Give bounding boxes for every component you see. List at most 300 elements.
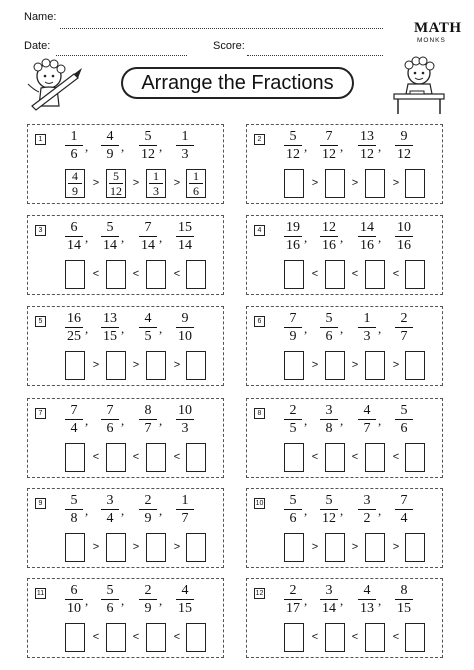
numerator: 8 bbox=[144, 403, 152, 418]
numerator: 5 bbox=[289, 493, 297, 508]
comparison-sign: < bbox=[392, 268, 400, 280]
numerator: 5 bbox=[400, 403, 408, 418]
denominator: 14 bbox=[141, 238, 155, 253]
problem-panel bbox=[246, 398, 443, 478]
comparison-sign: > bbox=[173, 359, 181, 371]
problem-number: 11 bbox=[36, 590, 45, 597]
given-fraction bbox=[393, 403, 415, 436]
answer-fraction bbox=[187, 170, 205, 197]
problem-panel bbox=[246, 488, 443, 568]
denominator: 12 bbox=[322, 147, 336, 162]
denominator: 6 bbox=[193, 184, 199, 198]
given-fraction bbox=[99, 220, 121, 253]
answer-box[interactable] bbox=[106, 260, 126, 289]
answer-box[interactable] bbox=[405, 623, 425, 652]
given-fraction bbox=[356, 403, 378, 436]
given-fraction bbox=[356, 583, 378, 616]
numerator: 2 bbox=[144, 493, 152, 508]
numerator: 15 bbox=[178, 220, 192, 235]
denominator: 12 bbox=[110, 184, 122, 198]
answer-box[interactable] bbox=[365, 169, 385, 198]
problem-panel bbox=[246, 124, 443, 204]
given-fraction bbox=[318, 493, 340, 526]
given-fraction bbox=[318, 583, 340, 616]
given-fraction bbox=[174, 220, 196, 253]
denominator: 7 bbox=[181, 511, 189, 526]
separator-comma: , bbox=[378, 503, 382, 518]
given-fraction bbox=[137, 493, 159, 526]
denominator: 6 bbox=[400, 421, 408, 436]
comparison-sign: < bbox=[311, 268, 319, 280]
comparison-sign: > bbox=[92, 359, 100, 371]
given-fraction bbox=[137, 403, 159, 436]
numerator: 9 bbox=[400, 129, 408, 144]
fraction-bar bbox=[320, 599, 338, 600]
separator-comma: , bbox=[85, 413, 89, 428]
separator-comma: , bbox=[378, 413, 382, 428]
logo-word: MATH bbox=[414, 20, 462, 36]
denominator: 8 bbox=[325, 421, 333, 436]
student-at-desk-icon bbox=[390, 56, 448, 116]
given-fraction bbox=[393, 493, 415, 526]
given-fraction bbox=[174, 129, 196, 162]
problem-number: 7 bbox=[35, 408, 46, 419]
given-fraction bbox=[282, 311, 304, 344]
given-fraction bbox=[137, 129, 159, 162]
numerator: 2 bbox=[289, 583, 297, 598]
problem-number: 1 bbox=[35, 134, 46, 145]
fraction-bar bbox=[176, 419, 194, 420]
fraction-bar bbox=[284, 327, 302, 328]
comparison-sign: < bbox=[351, 268, 359, 280]
comparison-sign: > bbox=[92, 177, 100, 189]
separator-comma: , bbox=[85, 593, 89, 608]
denominator: 14 bbox=[178, 238, 192, 253]
separator-comma: , bbox=[378, 139, 382, 154]
score-line[interactable] bbox=[247, 55, 383, 56]
problem-number: 12 bbox=[255, 590, 264, 597]
denominator: 6 bbox=[106, 601, 114, 616]
separator-comma: , bbox=[121, 139, 125, 154]
separator-comma: , bbox=[121, 593, 125, 608]
given-fraction bbox=[63, 311, 85, 344]
answer-box[interactable] bbox=[146, 533, 166, 562]
given-fraction bbox=[137, 583, 159, 616]
denominator: 6 bbox=[70, 147, 78, 162]
fraction-bar bbox=[358, 236, 376, 237]
given-fraction bbox=[393, 220, 415, 253]
comparison-sign: < bbox=[92, 268, 100, 280]
answer-box[interactable] bbox=[325, 351, 345, 380]
score-label: Score: bbox=[213, 40, 245, 52]
answer-box[interactable] bbox=[146, 351, 166, 380]
separator-comma: , bbox=[159, 321, 163, 336]
denominator: 7 bbox=[363, 421, 371, 436]
numerator: 5 bbox=[106, 220, 114, 235]
comparison-sign: > bbox=[392, 541, 400, 553]
fraction-bar bbox=[101, 327, 119, 328]
problem-number: 10 bbox=[255, 500, 264, 507]
answer-box[interactable] bbox=[146, 260, 166, 289]
fraction-bar bbox=[139, 327, 157, 328]
numerator: 1 bbox=[153, 169, 159, 183]
fraction-bar bbox=[176, 509, 194, 510]
numerator: 12 bbox=[322, 220, 336, 235]
numerator: 7 bbox=[144, 220, 152, 235]
answer-box[interactable] bbox=[325, 260, 345, 289]
answer-box[interactable] bbox=[284, 443, 304, 472]
answer-box[interactable] bbox=[405, 533, 425, 562]
numerator: 4 bbox=[363, 583, 371, 598]
answer-box[interactable] bbox=[325, 443, 345, 472]
denominator: 9 bbox=[144, 601, 152, 616]
numerator: 10 bbox=[178, 403, 192, 418]
comparison-sign: < bbox=[132, 631, 140, 643]
denominator: 14 bbox=[67, 238, 81, 253]
separator-comma: , bbox=[121, 321, 125, 336]
separator-comma: , bbox=[85, 139, 89, 154]
given-fraction bbox=[174, 403, 196, 436]
fraction-bar bbox=[101, 236, 119, 237]
answer-box[interactable] bbox=[365, 351, 385, 380]
numerator: 3 bbox=[325, 403, 333, 418]
answer-box[interactable] bbox=[284, 623, 304, 652]
given-fraction bbox=[137, 220, 159, 253]
separator-comma: , bbox=[304, 503, 308, 518]
fraction-bar bbox=[395, 327, 413, 328]
worksheet-title bbox=[121, 67, 354, 99]
numerator: 7 bbox=[325, 129, 333, 144]
answer-box[interactable] bbox=[405, 260, 425, 289]
numerator: 3 bbox=[106, 493, 114, 508]
fraction-bar bbox=[395, 145, 413, 146]
answer-box[interactable] bbox=[186, 260, 206, 289]
problem-panel bbox=[27, 488, 224, 568]
problem-panel bbox=[27, 306, 224, 386]
answer-fraction bbox=[147, 170, 165, 197]
comparison-sign: < bbox=[311, 451, 319, 463]
separator-comma: , bbox=[121, 230, 125, 245]
cherub-with-pencil-icon bbox=[24, 56, 86, 114]
denominator: 6 bbox=[289, 511, 297, 526]
numerator: 5 bbox=[325, 493, 333, 508]
problem-panel bbox=[27, 398, 224, 478]
answer-box[interactable] bbox=[186, 443, 206, 472]
fraction-bar bbox=[101, 145, 119, 146]
denominator: 9 bbox=[106, 147, 114, 162]
numerator: 7 bbox=[106, 403, 114, 418]
denominator: 16 bbox=[360, 238, 374, 253]
problem-number: 5 bbox=[35, 316, 46, 327]
fraction-bar bbox=[139, 509, 157, 510]
numerator: 2 bbox=[144, 583, 152, 598]
fraction-bar bbox=[284, 145, 302, 146]
fraction-bar bbox=[358, 509, 376, 510]
answer-fraction bbox=[66, 170, 84, 197]
answer-box[interactable] bbox=[325, 169, 345, 198]
separator-comma: , bbox=[159, 593, 163, 608]
fraction-bar bbox=[176, 599, 194, 600]
fraction-bar bbox=[395, 509, 413, 510]
comparison-sign: > bbox=[132, 177, 140, 189]
denominator: 2 bbox=[363, 511, 371, 526]
denominator: 10 bbox=[67, 601, 81, 616]
answer-box[interactable] bbox=[365, 260, 385, 289]
fraction-bar bbox=[101, 599, 119, 600]
denominator: 3 bbox=[153, 184, 159, 198]
numerator: 5 bbox=[113, 169, 119, 183]
answer-box[interactable] bbox=[65, 351, 85, 380]
comparison-sign: > bbox=[173, 177, 181, 189]
numerator: 6 bbox=[70, 583, 78, 598]
answer-box[interactable] bbox=[405, 351, 425, 380]
fraction-bar bbox=[65, 599, 83, 600]
numerator: 7 bbox=[400, 493, 408, 508]
comparison-sign: > bbox=[392, 177, 400, 189]
numerator: 4 bbox=[72, 169, 78, 183]
numerator: 1 bbox=[181, 493, 189, 508]
numerator: 4 bbox=[144, 311, 152, 326]
answer-box[interactable] bbox=[365, 533, 385, 562]
separator-comma: , bbox=[85, 230, 89, 245]
fraction-bar bbox=[139, 145, 157, 146]
numerator: 1 bbox=[193, 169, 199, 183]
fraction-bar bbox=[139, 419, 157, 420]
numerator: 14 bbox=[360, 220, 374, 235]
answer-box[interactable] bbox=[65, 443, 85, 472]
comparison-sign: > bbox=[392, 359, 400, 371]
separator-comma: , bbox=[340, 139, 344, 154]
given-fraction bbox=[393, 311, 415, 344]
numerator: 5 bbox=[325, 311, 333, 326]
answer-box[interactable] bbox=[284, 533, 304, 562]
fraction-bar bbox=[65, 236, 83, 237]
answer-box[interactable] bbox=[284, 351, 304, 380]
problem-number: 8 bbox=[254, 408, 265, 419]
comparison-sign: > bbox=[311, 541, 319, 553]
numerator: 4 bbox=[106, 129, 114, 144]
fraction-bar bbox=[65, 419, 83, 420]
denominator: 7 bbox=[400, 329, 408, 344]
fraction-bar bbox=[358, 419, 376, 420]
answer-box[interactable] bbox=[325, 623, 345, 652]
given-fraction bbox=[318, 311, 340, 344]
math-monks-logo bbox=[414, 20, 464, 50]
given-fraction bbox=[318, 403, 340, 436]
problem-panel bbox=[27, 124, 224, 204]
numerator: 13 bbox=[360, 129, 374, 144]
separator-comma: , bbox=[304, 413, 308, 428]
given-fraction bbox=[282, 220, 304, 253]
fraction-bar bbox=[320, 145, 338, 146]
fraction-bar bbox=[65, 327, 83, 328]
comparison-sign: < bbox=[392, 631, 400, 643]
given-fraction bbox=[174, 311, 196, 344]
answer-box[interactable] bbox=[106, 533, 126, 562]
answer-box[interactable] bbox=[106, 351, 126, 380]
denominator: 6 bbox=[106, 421, 114, 436]
answer-box[interactable] bbox=[146, 443, 166, 472]
denominator: 12 bbox=[360, 147, 374, 162]
answer-box[interactable] bbox=[106, 623, 126, 652]
given-fraction bbox=[63, 403, 85, 436]
numerator: 7 bbox=[70, 403, 78, 418]
denominator: 15 bbox=[397, 601, 411, 616]
answer-box[interactable] bbox=[146, 623, 166, 652]
comparison-sign: > bbox=[173, 541, 181, 553]
numerator: 5 bbox=[144, 129, 152, 144]
problem-panel bbox=[27, 215, 224, 295]
name-line[interactable] bbox=[60, 28, 383, 29]
given-fraction bbox=[99, 583, 121, 616]
numerator: 6 bbox=[70, 220, 78, 235]
denominator: 4 bbox=[70, 421, 78, 436]
numerator: 1 bbox=[363, 311, 371, 326]
fraction-bar bbox=[176, 236, 194, 237]
separator-comma: , bbox=[340, 503, 344, 518]
denominator: 5 bbox=[289, 421, 297, 436]
answer-box[interactable] bbox=[106, 443, 126, 472]
answer-box[interactable] bbox=[65, 623, 85, 652]
problem-number: 6 bbox=[254, 316, 265, 327]
logo-sub: MONKS bbox=[417, 37, 446, 44]
comparison-sign: > bbox=[132, 541, 140, 553]
given-fraction bbox=[174, 493, 196, 526]
given-fraction bbox=[282, 403, 304, 436]
numerator: 5 bbox=[70, 493, 78, 508]
answer-fraction bbox=[107, 170, 125, 197]
separator-comma: , bbox=[378, 593, 382, 608]
separator-comma: , bbox=[340, 230, 344, 245]
fraction-bar bbox=[65, 145, 83, 146]
denominator: 4 bbox=[400, 511, 408, 526]
answer-box[interactable] bbox=[325, 533, 345, 562]
separator-comma: , bbox=[159, 413, 163, 428]
denominator: 15 bbox=[178, 601, 192, 616]
numerator: 2 bbox=[289, 403, 297, 418]
denominator: 4 bbox=[106, 511, 114, 526]
given-fraction bbox=[356, 311, 378, 344]
numerator: 5 bbox=[289, 129, 297, 144]
numerator: 19 bbox=[286, 220, 300, 235]
problem-panel bbox=[246, 578, 443, 658]
fraction-bar bbox=[139, 236, 157, 237]
fraction-bar bbox=[284, 419, 302, 420]
denominator: 9 bbox=[144, 511, 152, 526]
answer-box[interactable] bbox=[284, 260, 304, 289]
denominator: 3 bbox=[181, 421, 189, 436]
answer-box[interactable] bbox=[146, 169, 166, 198]
problem-number: 3 bbox=[35, 225, 46, 236]
given-fraction bbox=[318, 220, 340, 253]
separator-comma: , bbox=[85, 321, 89, 336]
denominator: 13 bbox=[360, 601, 374, 616]
fraction-bar bbox=[284, 509, 302, 510]
separator-comma: , bbox=[121, 503, 125, 518]
given-fraction bbox=[282, 493, 304, 526]
numerator: 3 bbox=[363, 493, 371, 508]
separator-comma: , bbox=[378, 230, 382, 245]
separator-comma: , bbox=[340, 321, 344, 336]
given-fraction bbox=[137, 311, 159, 344]
denominator: 7 bbox=[144, 421, 152, 436]
denominator: 14 bbox=[103, 238, 117, 253]
problem-number: 2 bbox=[254, 134, 265, 145]
given-fraction bbox=[99, 493, 121, 526]
comparison-sign: < bbox=[351, 451, 359, 463]
comparison-sign: < bbox=[392, 451, 400, 463]
answer-box[interactable] bbox=[65, 533, 85, 562]
separator-comma: , bbox=[304, 593, 308, 608]
answer-box[interactable] bbox=[186, 351, 206, 380]
numerator: 3 bbox=[325, 583, 333, 598]
problem-panel bbox=[246, 215, 443, 295]
separator-comma: , bbox=[85, 503, 89, 518]
denominator: 14 bbox=[322, 601, 336, 616]
given-fraction bbox=[63, 583, 85, 616]
problem-panel bbox=[246, 306, 443, 386]
answer-box[interactable] bbox=[186, 533, 206, 562]
denominator: 9 bbox=[72, 184, 78, 198]
comparison-sign: > bbox=[311, 177, 319, 189]
answer-box[interactable] bbox=[65, 169, 85, 198]
fraction-bar bbox=[395, 236, 413, 237]
answer-box[interactable] bbox=[284, 169, 304, 198]
denominator: 3 bbox=[181, 147, 189, 162]
denominator: 17 bbox=[286, 601, 300, 616]
fraction-bar bbox=[284, 599, 302, 600]
comparison-sign: < bbox=[311, 631, 319, 643]
answer-box[interactable] bbox=[365, 443, 385, 472]
answer-box[interactable] bbox=[186, 623, 206, 652]
denominator: 12 bbox=[286, 147, 300, 162]
separator-comma: , bbox=[159, 503, 163, 518]
given-fraction bbox=[356, 220, 378, 253]
denominator: 3 bbox=[363, 329, 371, 344]
date-label: Date: bbox=[24, 40, 51, 52]
numerator: 4 bbox=[181, 583, 189, 598]
comparison-sign: < bbox=[173, 631, 181, 643]
problem-number: 9 bbox=[35, 498, 46, 509]
fraction-bar bbox=[320, 327, 338, 328]
comparison-sign: < bbox=[92, 631, 100, 643]
comparison-sign: < bbox=[173, 268, 181, 280]
denominator: 25 bbox=[67, 329, 81, 344]
answer-box[interactable] bbox=[405, 169, 425, 198]
denominator: 16 bbox=[322, 238, 336, 253]
denominator: 8 bbox=[70, 511, 78, 526]
separator-comma: , bbox=[340, 593, 344, 608]
answer-box[interactable] bbox=[405, 443, 425, 472]
comparison-sign: > bbox=[351, 541, 359, 553]
fraction-bar bbox=[395, 599, 413, 600]
given-fraction bbox=[282, 583, 304, 616]
answer-box[interactable] bbox=[65, 260, 85, 289]
denominator: 16 bbox=[286, 238, 300, 253]
comparison-sign: > bbox=[351, 177, 359, 189]
fraction-bar bbox=[139, 599, 157, 600]
answer-box[interactable] bbox=[106, 169, 126, 198]
answer-box[interactable] bbox=[186, 169, 206, 198]
separator-comma: , bbox=[121, 413, 125, 428]
given-fraction bbox=[318, 129, 340, 162]
separator-comma: , bbox=[304, 321, 308, 336]
comparison-sign: > bbox=[351, 359, 359, 371]
fraction-bar bbox=[101, 419, 119, 420]
answer-box[interactable] bbox=[365, 623, 385, 652]
denominator: 6 bbox=[325, 329, 333, 344]
fraction-bar bbox=[320, 509, 338, 510]
